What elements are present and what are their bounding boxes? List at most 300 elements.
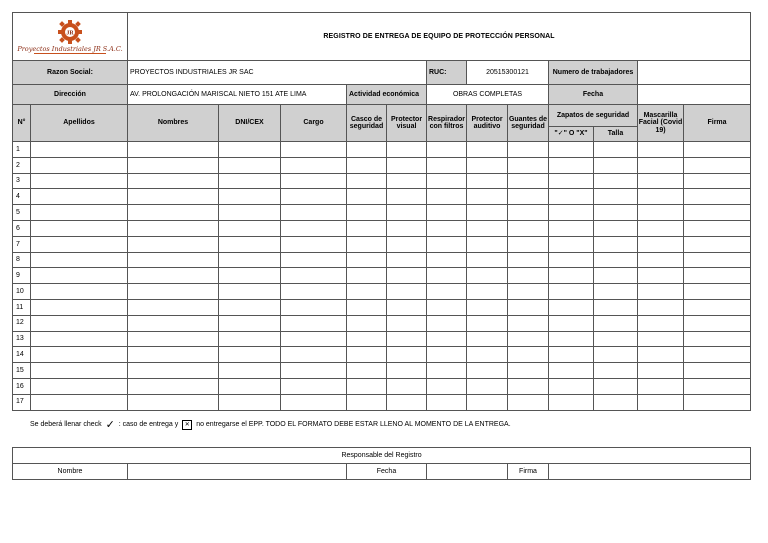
table-cell[interactable] xyxy=(427,173,467,189)
table-cell[interactable] xyxy=(467,363,508,379)
table-cell[interactable] xyxy=(128,268,219,284)
table-cell[interactable] xyxy=(31,378,128,394)
table-cell[interactable] xyxy=(594,347,638,363)
table-cell[interactable] xyxy=(128,205,219,221)
table-cell[interactable] xyxy=(219,378,281,394)
table-row xyxy=(13,378,751,394)
table-cell[interactable] xyxy=(594,173,638,189)
table-cell[interactable] xyxy=(347,268,387,284)
table-cell[interactable] xyxy=(347,205,387,221)
responsable-firma-label: Firma xyxy=(508,464,549,480)
table-cell[interactable] xyxy=(594,363,638,379)
responsable-nombre-value[interactable] xyxy=(128,464,347,480)
table-cell[interactable] xyxy=(467,252,508,268)
table-cell[interactable] xyxy=(31,394,128,410)
table-cell[interactable] xyxy=(594,157,638,173)
table-row xyxy=(13,268,751,284)
table-cell[interactable] xyxy=(128,378,219,394)
table-cell[interactable] xyxy=(684,189,751,205)
table-cell[interactable] xyxy=(549,142,594,158)
table-cell[interactable] xyxy=(684,268,751,284)
table-cell[interactable] xyxy=(219,284,281,300)
table-cell[interactable] xyxy=(508,299,549,315)
table-cell[interactable] xyxy=(594,394,638,410)
table-cell[interactable] xyxy=(219,142,281,158)
table-cell[interactable] xyxy=(638,173,684,189)
table-cell[interactable] xyxy=(31,299,128,315)
table-cell[interactable] xyxy=(347,173,387,189)
table-cell[interactable] xyxy=(128,157,219,173)
table-cell[interactable] xyxy=(281,347,347,363)
table-cell[interactable] xyxy=(347,142,387,158)
col-nombres: Nombres xyxy=(128,105,219,142)
table-cell[interactable] xyxy=(128,142,219,158)
table-cell[interactable] xyxy=(31,173,128,189)
table-cell[interactable] xyxy=(508,363,549,379)
table-cell[interactable] xyxy=(684,157,751,173)
table-cell[interactable] xyxy=(128,189,219,205)
table-cell[interactable] xyxy=(31,157,128,173)
table-row xyxy=(13,189,751,205)
table-cell[interactable] xyxy=(427,315,467,331)
row-number: 10 xyxy=(13,284,31,300)
table-cell[interactable] xyxy=(281,205,347,221)
row-number: 3 xyxy=(13,173,31,189)
table-cell[interactable] xyxy=(638,378,684,394)
table-cell[interactable] xyxy=(219,268,281,284)
table-cell[interactable] xyxy=(684,315,751,331)
table-cell[interactable] xyxy=(31,315,128,331)
table-cell[interactable] xyxy=(281,252,347,268)
table-cell[interactable] xyxy=(281,284,347,300)
table-cell[interactable] xyxy=(638,268,684,284)
table-cell[interactable] xyxy=(638,363,684,379)
table-cell[interactable] xyxy=(31,331,128,347)
table-cell[interactable] xyxy=(387,220,427,236)
table-cell[interactable] xyxy=(427,347,467,363)
table-cell[interactable] xyxy=(128,394,219,410)
table-row xyxy=(13,299,751,315)
table-cell[interactable] xyxy=(347,189,387,205)
table-row xyxy=(13,347,751,363)
table-cell[interactable] xyxy=(387,363,427,379)
row-number: 16 xyxy=(13,378,31,394)
logo-company-name: Proyectos Industriales JR S.A.C. xyxy=(17,44,123,53)
table-cell[interactable] xyxy=(387,205,427,221)
table-cell[interactable] xyxy=(549,236,594,252)
direccion-value[interactable]: AV. PROLONGACIÓN MARISCAL NIETO 151 ATE LIMA xyxy=(128,85,347,105)
responsable-fecha-value[interactable] xyxy=(427,464,508,480)
table-cell[interactable] xyxy=(594,220,638,236)
row-number: 9 xyxy=(13,268,31,284)
table-cell[interactable] xyxy=(387,236,427,252)
table-cell[interactable] xyxy=(219,236,281,252)
num-trabajadores-value[interactable] xyxy=(638,61,751,85)
responsable-title: Responsable del Registro xyxy=(13,448,751,464)
table-cell[interactable] xyxy=(281,299,347,315)
col-cargo: Cargo xyxy=(281,105,347,142)
table-cell[interactable] xyxy=(427,252,467,268)
table-cell[interactable] xyxy=(638,157,684,173)
ruc-label: RUC: xyxy=(427,61,467,85)
table-cell[interactable] xyxy=(467,189,508,205)
table-cell[interactable] xyxy=(219,205,281,221)
note-part3: no entregarse el EPP. TODO EL FORMATO DEBE ESTAR LLENO AL MOMENTO DE LA ENTREGA. xyxy=(196,421,511,428)
table-cell[interactable] xyxy=(684,236,751,252)
row-number: 13 xyxy=(13,331,31,347)
table-cell[interactable] xyxy=(467,394,508,410)
col-protector-auditivo: Protector auditivo xyxy=(467,105,508,142)
table-cell[interactable] xyxy=(467,157,508,173)
table-cell[interactable] xyxy=(467,220,508,236)
table-cell[interactable] xyxy=(684,331,751,347)
table-cell[interactable] xyxy=(427,236,467,252)
table-cell[interactable] xyxy=(638,205,684,221)
table-cell[interactable] xyxy=(684,220,751,236)
row-number: 8 xyxy=(13,252,31,268)
table-cell[interactable] xyxy=(128,363,219,379)
col-apellidos: Apellidos xyxy=(31,105,128,142)
table-cell[interactable] xyxy=(387,157,427,173)
table-row xyxy=(13,142,751,158)
table-cell[interactable] xyxy=(427,268,467,284)
x-box-icon: ✕ xyxy=(182,420,192,430)
table-cell[interactable] xyxy=(219,331,281,347)
table-cell[interactable] xyxy=(427,157,467,173)
table-cell[interactable] xyxy=(638,236,684,252)
table-cell[interactable] xyxy=(347,394,387,410)
table-cell[interactable] xyxy=(219,189,281,205)
table-cell[interactable] xyxy=(684,173,751,189)
table-cell[interactable] xyxy=(467,331,508,347)
table-cell[interactable] xyxy=(387,315,427,331)
table-cell[interactable] xyxy=(467,173,508,189)
table-cell[interactable] xyxy=(508,189,549,205)
table-cell[interactable] xyxy=(347,252,387,268)
table-cell[interactable] xyxy=(508,236,549,252)
table-cell[interactable] xyxy=(347,315,387,331)
col-guantes: Guantes de seguridad xyxy=(508,105,549,142)
table-cell[interactable] xyxy=(281,315,347,331)
table-cell[interactable] xyxy=(128,347,219,363)
table-cell[interactable] xyxy=(387,173,427,189)
table-cell[interactable] xyxy=(281,236,347,252)
table-cell[interactable] xyxy=(684,252,751,268)
table-cell[interactable] xyxy=(594,252,638,268)
table-cell[interactable] xyxy=(549,173,594,189)
table-cell[interactable] xyxy=(387,331,427,347)
table-cell[interactable] xyxy=(467,142,508,158)
col-mascarilla: Mascarilla Facial (Covid 19) xyxy=(638,105,684,142)
table-cell[interactable] xyxy=(467,378,508,394)
razon-social-label: Razon Social: xyxy=(13,61,128,85)
table-cell[interactable] xyxy=(594,315,638,331)
table-cell[interactable] xyxy=(427,205,467,221)
table-cell[interactable] xyxy=(467,315,508,331)
table-cell[interactable] xyxy=(638,394,684,410)
table-cell[interactable] xyxy=(594,268,638,284)
fill-instructions xyxy=(30,418,511,431)
table-cell[interactable] xyxy=(128,236,219,252)
table-cell[interactable] xyxy=(387,142,427,158)
num-trabajadores-label: Numero de trabajadores xyxy=(549,61,638,85)
table-cell[interactable] xyxy=(128,284,219,300)
table-cell[interactable] xyxy=(281,220,347,236)
table-cell[interactable] xyxy=(31,252,128,268)
table-row xyxy=(13,284,751,300)
table-cell[interactable] xyxy=(508,205,549,221)
table-cell[interactable] xyxy=(594,299,638,315)
table-cell[interactable] xyxy=(508,331,549,347)
table-cell[interactable] xyxy=(387,378,427,394)
table-cell[interactable] xyxy=(638,189,684,205)
row-number: 6 xyxy=(13,220,31,236)
table-cell[interactable] xyxy=(684,205,751,221)
table-cell[interactable] xyxy=(638,142,684,158)
table-cell[interactable] xyxy=(281,157,347,173)
table-cell[interactable] xyxy=(684,142,751,158)
table-cell[interactable] xyxy=(347,378,387,394)
table-body xyxy=(13,142,751,411)
table-cell[interactable] xyxy=(549,220,594,236)
table-cell[interactable] xyxy=(387,347,427,363)
table-cell[interactable] xyxy=(508,157,549,173)
table-cell[interactable] xyxy=(508,252,549,268)
table-cell[interactable] xyxy=(594,189,638,205)
table-cell[interactable] xyxy=(508,378,549,394)
company-logo xyxy=(13,13,128,61)
table-row xyxy=(13,173,751,189)
table-cell[interactable] xyxy=(638,220,684,236)
table-cell[interactable] xyxy=(31,236,128,252)
table-cell[interactable] xyxy=(31,363,128,379)
table-cell[interactable] xyxy=(684,347,751,363)
table-cell[interactable] xyxy=(219,363,281,379)
table-cell[interactable] xyxy=(467,268,508,284)
table-cell[interactable] xyxy=(594,236,638,252)
table-cell[interactable] xyxy=(549,315,594,331)
table-cell[interactable] xyxy=(347,284,387,300)
table-cell[interactable] xyxy=(128,315,219,331)
responsable-firma-value[interactable] xyxy=(549,464,751,480)
table-cell[interactable] xyxy=(387,252,427,268)
fecha-label: Fecha xyxy=(549,85,638,105)
row-number: 11 xyxy=(13,299,31,315)
table-cell[interactable] xyxy=(427,363,467,379)
table-cell[interactable] xyxy=(549,157,594,173)
table-cell[interactable] xyxy=(219,315,281,331)
row-number: 14 xyxy=(13,347,31,363)
table-cell[interactable] xyxy=(219,394,281,410)
table-cell[interactable] xyxy=(508,173,549,189)
razon-social-value[interactable]: PROYECTOS INDUSTRIALES JR SAC xyxy=(128,61,427,85)
table-cell[interactable] xyxy=(128,252,219,268)
table-cell[interactable] xyxy=(549,363,594,379)
table-cell[interactable] xyxy=(387,268,427,284)
table-cell[interactable] xyxy=(549,189,594,205)
table-cell[interactable] xyxy=(467,205,508,221)
actividad-label: Actividad económica xyxy=(347,85,427,105)
table-cell[interactable] xyxy=(467,284,508,300)
table-cell[interactable] xyxy=(128,331,219,347)
table-cell[interactable] xyxy=(219,173,281,189)
table-cell[interactable] xyxy=(387,394,427,410)
table-cell[interactable] xyxy=(594,142,638,158)
table-cell[interactable] xyxy=(281,331,347,347)
table-cell[interactable] xyxy=(508,220,549,236)
table-cell[interactable] xyxy=(594,205,638,221)
table-cell[interactable] xyxy=(549,347,594,363)
table-cell[interactable] xyxy=(508,394,549,410)
table-cell[interactable] xyxy=(281,268,347,284)
table-cell[interactable] xyxy=(219,220,281,236)
table-row xyxy=(13,236,751,252)
table-cell[interactable] xyxy=(347,236,387,252)
col-firma: Firma xyxy=(684,105,751,142)
table-row xyxy=(13,205,751,221)
responsable-nombre-label: Nombre xyxy=(13,464,128,480)
page-title: REGISTRO DE ENTREGA DE EQUIPO DE PROTECCIÓN PERSONAL xyxy=(128,13,751,61)
col-dni: DNI/CEX xyxy=(219,105,281,142)
gear-logo-icon xyxy=(49,19,91,45)
table-cell[interactable] xyxy=(549,268,594,284)
table-cell[interactable] xyxy=(467,299,508,315)
row-number: 7 xyxy=(13,236,31,252)
table-cell[interactable] xyxy=(347,220,387,236)
table-cell[interactable] xyxy=(31,220,128,236)
table-cell[interactable] xyxy=(347,331,387,347)
table-cell[interactable] xyxy=(31,189,128,205)
table-cell[interactable] xyxy=(427,378,467,394)
table-row xyxy=(13,315,751,331)
table-cell[interactable] xyxy=(427,394,467,410)
table-cell[interactable] xyxy=(31,268,128,284)
table-cell[interactable] xyxy=(281,378,347,394)
col-zapatos-check: "✓" O "X" xyxy=(549,127,594,142)
row-number: 5 xyxy=(13,205,31,221)
responsable-fecha-label: Fecha xyxy=(347,464,427,480)
table-cell[interactable] xyxy=(347,363,387,379)
table-cell[interactable] xyxy=(387,189,427,205)
table-cell[interactable] xyxy=(427,299,467,315)
table-cell[interactable] xyxy=(594,331,638,347)
table-cell[interactable] xyxy=(638,299,684,315)
table-cell[interactable] xyxy=(281,394,347,410)
table-cell[interactable] xyxy=(427,142,467,158)
table-cell[interactable] xyxy=(508,284,549,300)
table-cell[interactable] xyxy=(638,347,684,363)
fecha-value[interactable] xyxy=(638,85,751,105)
table-cell[interactable] xyxy=(594,378,638,394)
col-respirador: Respirador con filtros xyxy=(427,105,467,142)
table-cell[interactable] xyxy=(549,331,594,347)
table-cell[interactable] xyxy=(387,299,427,315)
epp-registry-form xyxy=(12,12,751,411)
row-number: 1 xyxy=(13,142,31,158)
table-cell[interactable] xyxy=(427,331,467,347)
actividad-value[interactable]: OBRAS COMPLETAS xyxy=(427,85,549,105)
table-cell[interactable] xyxy=(347,347,387,363)
table-cell[interactable] xyxy=(219,347,281,363)
table-cell[interactable] xyxy=(128,173,219,189)
col-zapatos: Zapatos de seguridad xyxy=(549,105,638,127)
table-cell[interactable] xyxy=(549,394,594,410)
table-cell[interactable] xyxy=(427,220,467,236)
table-cell[interactable] xyxy=(427,189,467,205)
table-cell[interactable] xyxy=(549,252,594,268)
table-cell[interactable] xyxy=(549,205,594,221)
table-row xyxy=(13,331,751,347)
table-cell[interactable] xyxy=(31,205,128,221)
table-cell[interactable] xyxy=(128,299,219,315)
table-cell[interactable] xyxy=(549,284,594,300)
table-row xyxy=(13,394,751,410)
table-cell[interactable] xyxy=(467,236,508,252)
table-cell[interactable] xyxy=(638,331,684,347)
row-number: 15 xyxy=(13,363,31,379)
table-cell[interactable] xyxy=(467,347,508,363)
table-cell[interactable] xyxy=(508,142,549,158)
table-cell[interactable] xyxy=(281,363,347,379)
table-cell[interactable] xyxy=(684,363,751,379)
table-cell[interactable] xyxy=(387,284,427,300)
row-number: 17 xyxy=(13,394,31,410)
table-cell[interactable] xyxy=(684,394,751,410)
table-cell[interactable] xyxy=(508,347,549,363)
table-cell[interactable] xyxy=(684,299,751,315)
table-cell[interactable] xyxy=(549,299,594,315)
direccion-label: Dirección xyxy=(13,85,128,105)
table-cell[interactable] xyxy=(549,378,594,394)
col-protector-visual: Protector visual xyxy=(387,105,427,142)
table-cell[interactable] xyxy=(638,252,684,268)
table-cell[interactable] xyxy=(638,284,684,300)
col-n: N° xyxy=(13,105,31,142)
table-cell[interactable] xyxy=(594,284,638,300)
row-number: 2 xyxy=(13,157,31,173)
table-cell[interactable] xyxy=(427,284,467,300)
table-cell[interactable] xyxy=(684,378,751,394)
table-cell[interactable] xyxy=(31,142,128,158)
check-icon: ✓ xyxy=(105,419,115,431)
row-number: 4 xyxy=(13,189,31,205)
table-cell[interactable] xyxy=(219,157,281,173)
note-part1: Se deberá llenar check xyxy=(30,421,102,428)
row-number: 12 xyxy=(13,315,31,331)
table-cell[interactable] xyxy=(347,157,387,173)
table-cell[interactable] xyxy=(281,189,347,205)
table-cell[interactable] xyxy=(31,347,128,363)
svg-text:JR: JR xyxy=(66,30,74,37)
table-cell[interactable] xyxy=(638,315,684,331)
col-zapatos-talla: Talla xyxy=(594,127,638,142)
table-cell[interactable] xyxy=(128,220,219,236)
table-cell[interactable] xyxy=(31,284,128,300)
table-cell[interactable] xyxy=(281,173,347,189)
table-cell[interactable] xyxy=(508,268,549,284)
table-row xyxy=(13,363,751,379)
table-cell[interactable] xyxy=(219,252,281,268)
table-cell[interactable] xyxy=(347,299,387,315)
note-part2: : caso de entrega y xyxy=(118,421,179,428)
table-cell[interactable] xyxy=(684,284,751,300)
ruc-value[interactable]: 20515300121 xyxy=(467,61,549,85)
col-casco: Casco de seguridad xyxy=(347,105,387,142)
table-cell[interactable] xyxy=(281,142,347,158)
table-cell[interactable] xyxy=(508,315,549,331)
responsable-table xyxy=(12,447,751,480)
table-cell[interactable] xyxy=(219,299,281,315)
